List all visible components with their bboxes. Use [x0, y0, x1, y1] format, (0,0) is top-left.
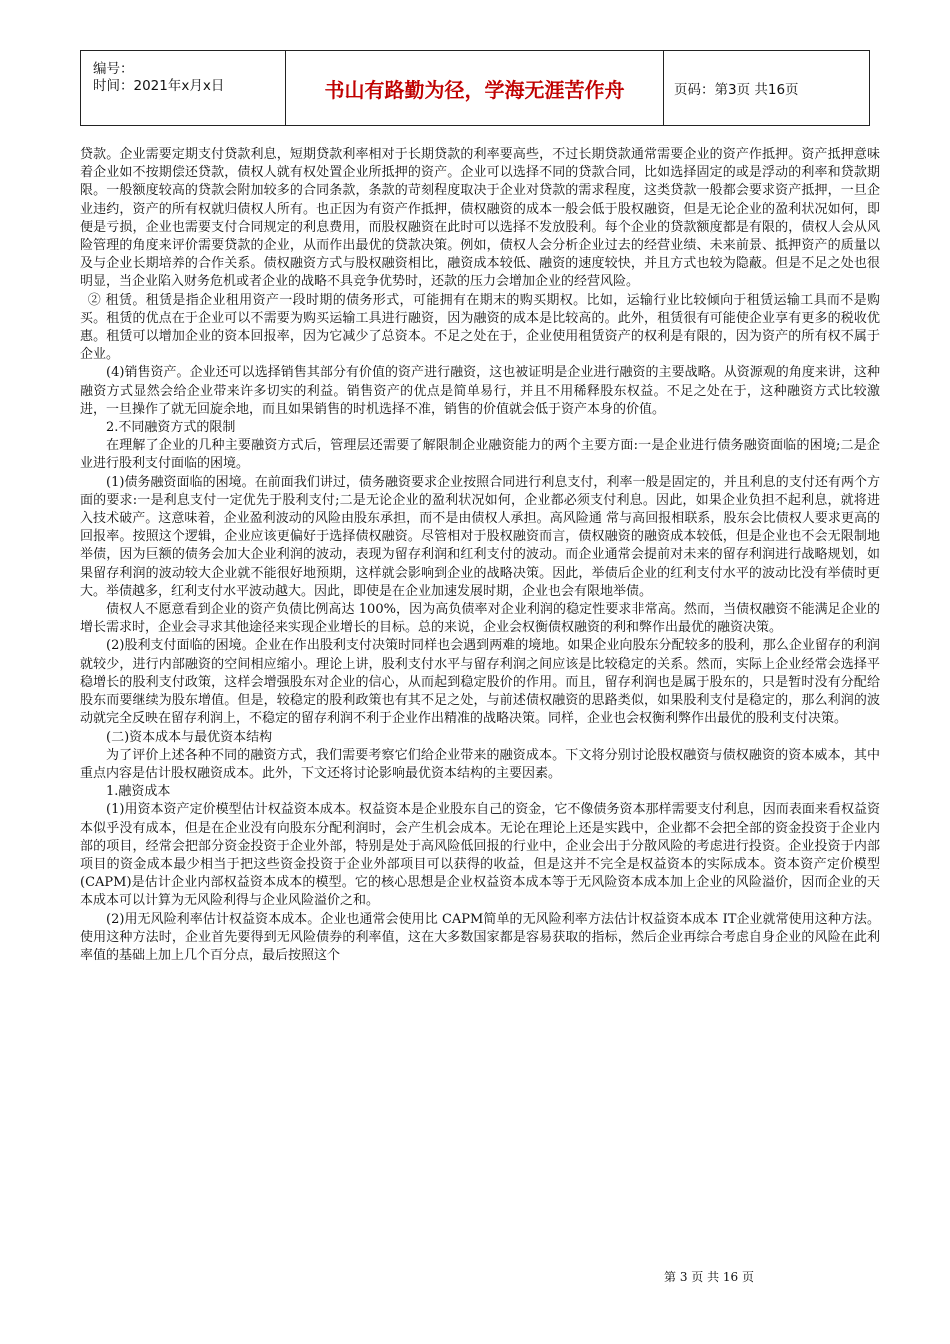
paragraph-asset-sale: (4)销售资产。企业还可以选择销售其部分有价值的资产进行融资，这也被证明是企业进行融资的主要战略。从资源观的角度来讲，这种融资方式显然会给企业带来许多切实的利益。销售资产的优点是简单易行，并且不用稀释股东权益。不足之处在于，这种融资方式比较激进，一旦操作了就无回旋余地，而且如果销售的时机选择不准，销售的价值就会低于资产本身的价值。 — [80, 365, 880, 417]
heading-financing-limits: 2.不同融资方式的限制 — [106, 420, 236, 436]
paragraph-creditor-view: 债权人不愿意看到企业的资产负债比例高达 100%，因为高负债率对企业利润的稳定性要求非常高。然而，当债权融资不能满足企业的增长需求时，企业会寻求其他途径来实现企业增长的目标。总的来说，企业会权衡债权融资的利和弊作出最优的融资决策。 — [80, 602, 880, 636]
heading-financing-cost: 1.融资成本 — [106, 784, 171, 800]
serial-label: 编号： — [93, 61, 134, 77]
header-motto: 书山有路勤为径，学海无涯苦作舟 — [286, 51, 664, 125]
paragraph-leasing: ② 租赁。租赁是指企业租用资产一段时期的债务形式，可能拥有在期末的购买期权。比如，运输行业比较倾向于租赁运输工具而不是购买。租赁的优点在于企业可以不需要为购买运输工具进行融资，因为融资的成本是比较高的。此外，租赁很有可能使企业享有更多的税收优惠。租赁可以增加企业的资本回报率，因为它减少了总资本。不足之处在于，企业使用租赁资产的权利是有限的，因为资产的所有权不属于企业。 — [80, 292, 880, 363]
header-meta — [81, 51, 286, 125]
page-header — [80, 50, 870, 126]
paragraph-capm: (1)用资本资产定价模型估计权益资本成本。权益资本是企业股东自己的资金，它不像债务资本那样需要支付利息，因而表面来看权益资本似乎没有成本，但是在企业没有向股东分配利润时，会产生机会成本。无论在理论上还是实践中，企业都不会把全部的资金投资于企业内部的项目，经常会把部分资金投资于企业外部，特别是处于高风险低回报的行业中，企业会出于分散风险的考虑进行投资。企业投资于内部项目的资金成本最少相当于把这些资金投资于企业外部项目可以获得的收益，但是这并不完全是权益资本的实际成本。资本资产定价模型 (CAPM)是估计企业内部权益资本成本的模型。它的核心思想是企业权益资本成本等于无风险资本成本加上企业的风险溢价，因而企业的天本成本可以计算为无风险利得与企业风险溢价之和。 — [80, 802, 880, 909]
paragraph-capital-cost-intro: 为了评价上述各种不同的融资方式，我们需要考察它们给企业带来的融资成本。下文将分别讨论股权融资与债权融资的资本威本，其中重点内容是估计股权融资成本。此外，下文还将讨论影响最优资本结构的主要因素。 — [80, 747, 880, 781]
paragraph-debt-dilemma: (1)债务融资面临的困境。在前面我们讲过，债务融资要求企业按照合同进行利息支付，利率一般是固定的，并且利息的支付还有两个方面的要求:一是利息支付一定优先于股利支付;二是无论企业的盈利状况如何，企业都必须支付利息。因此，如果企业负担不起利息，就将进入技术破产。这意味着，企业盈利波动的风险由股东承担，而不是由债权人承担。高风险通 常与高回报相联系，股东会比债权人要求更高的回报率。按照这个逻辑，企业应该更偏好于选择债权融资。尽管相对于股权融资而言，债权融资的融资成本较低，但是企业也不会无限制地举债，因为巨额的债务会加大企业利润的波动，表现为留存利润和红利支付的波动。而企业通常会提前对未来的留存利润进行战略规划，如果留存利润的波动较大企业就不能很好地预期，这样就会影响到企业的战略决策。因此，举债后企业的红利支付水平的波动比没有举债时更大。举债越多，红利支付水平波动越大。因此，即使是在企业加速发展时期，企业也会有限地举债。 — [80, 474, 880, 599]
document-body — [80, 146, 880, 965]
heading-capital-cost: (二)资本成本与最优资本结构 — [106, 729, 273, 745]
paragraph-dividend-dilemma: (2)股利支付面临的困境。企业在作出股利支付决策时同样也会遇到两难的境地。如果企业向股东分配较多的股利，那么企业留存的利润就较少，进行内部融资的空间相应缩小。理论上讲，股利支付水平与留存利润之间应该是比较稳定的关系。然而，实际上企业经常会选择平稳增长的股利支付政策，这样会增强股东对企业的信心，从而起到稳定股价的作用。而且，留存利润也是属于股东的，只是暂时没有分配给股东而要继续为股东增值。但是，较稳定的股利政策也有其不足之处，与前述债权融资的思路类似，如果股利支付是稳定的，那么利润的波动就完全反映在留存利润上，不稳定的留存利润不利于企业作出精准的战略决策。同样，企业也会权衡利弊作出最优的股利支付决策。 — [80, 638, 880, 727]
paragraph-loan-continued: 贷款。企业需要定期支付贷款利息，短期贷款利率相对于长期贷款的利率要高些，不过长期贷款通常需要企业的资产作抵押。资产抵押意味着企业如不按期偿还贷款，债权人就有权处置企业所抵押的资产。企业可以选择不同的贷款合同，比如选择固定的或是浮动的利率和贷款期限。一般额度较高的贷款会附加较多的合同条款，条款的苛刻程度取决于企业对贷款的需求程度，这类贷款一般都会要求资产抵押，一旦企业违约，资产的所有权就归债权人所有。也正因为有资产作抵押，债权融资的成本一般会低于股权融资，但是无论企业的盈利状况如何，即便是亏损，企业也需要支付合同规定的利息费用，而股权融资在此时可以选择不发放股利。每个企业的贷款额度都是有限的，债权人会从风险管理的角度来评价需要贷款的企业，从而作出最优的贷款决策。例如，债权人会分析企业过去的经营业绩、未来前景、抵押资产的质量以及与企业长期培养的合作关系。债权融资方式与股权融资相比，融资成本较低、融资的速度较快，并且方式也较为隐蔽。但是不足之处也很明显，当企业陷入财务危机或者企业的战略不具竞争优势时，还款的压力会增加企业的经营风险。 — [80, 147, 880, 290]
paragraph-riskfree: (2)用无风险利率估计权益资本成本。企业也通常会使用比 CAPM简单的无风险利率方法估计权益资本成本 IT企业就常使用这种方法。使用这种方法时，企业首先要得到无风险债券的利率值，这在大多数国家都是容易获取的指标，然后企业再综合考虑自身企业的风险在此利率值的基础上加上几个百分点，最后按照这个 — [80, 911, 880, 963]
header-page-info: 页码：第3页 共16页 — [674, 82, 799, 98]
date-label: 时间：2021年x月x日 — [93, 78, 225, 94]
page-footer: 第 3 页 共 16 页 — [664, 1270, 754, 1284]
paragraph-limits-intro: 在理解了企业的几种主要融资方式后，管理层还需要了解限制企业融资能力的两个主要方面:一是企业进行债务融资面临的困境;二是企业进行股利支付面临的困境。 — [80, 438, 880, 472]
